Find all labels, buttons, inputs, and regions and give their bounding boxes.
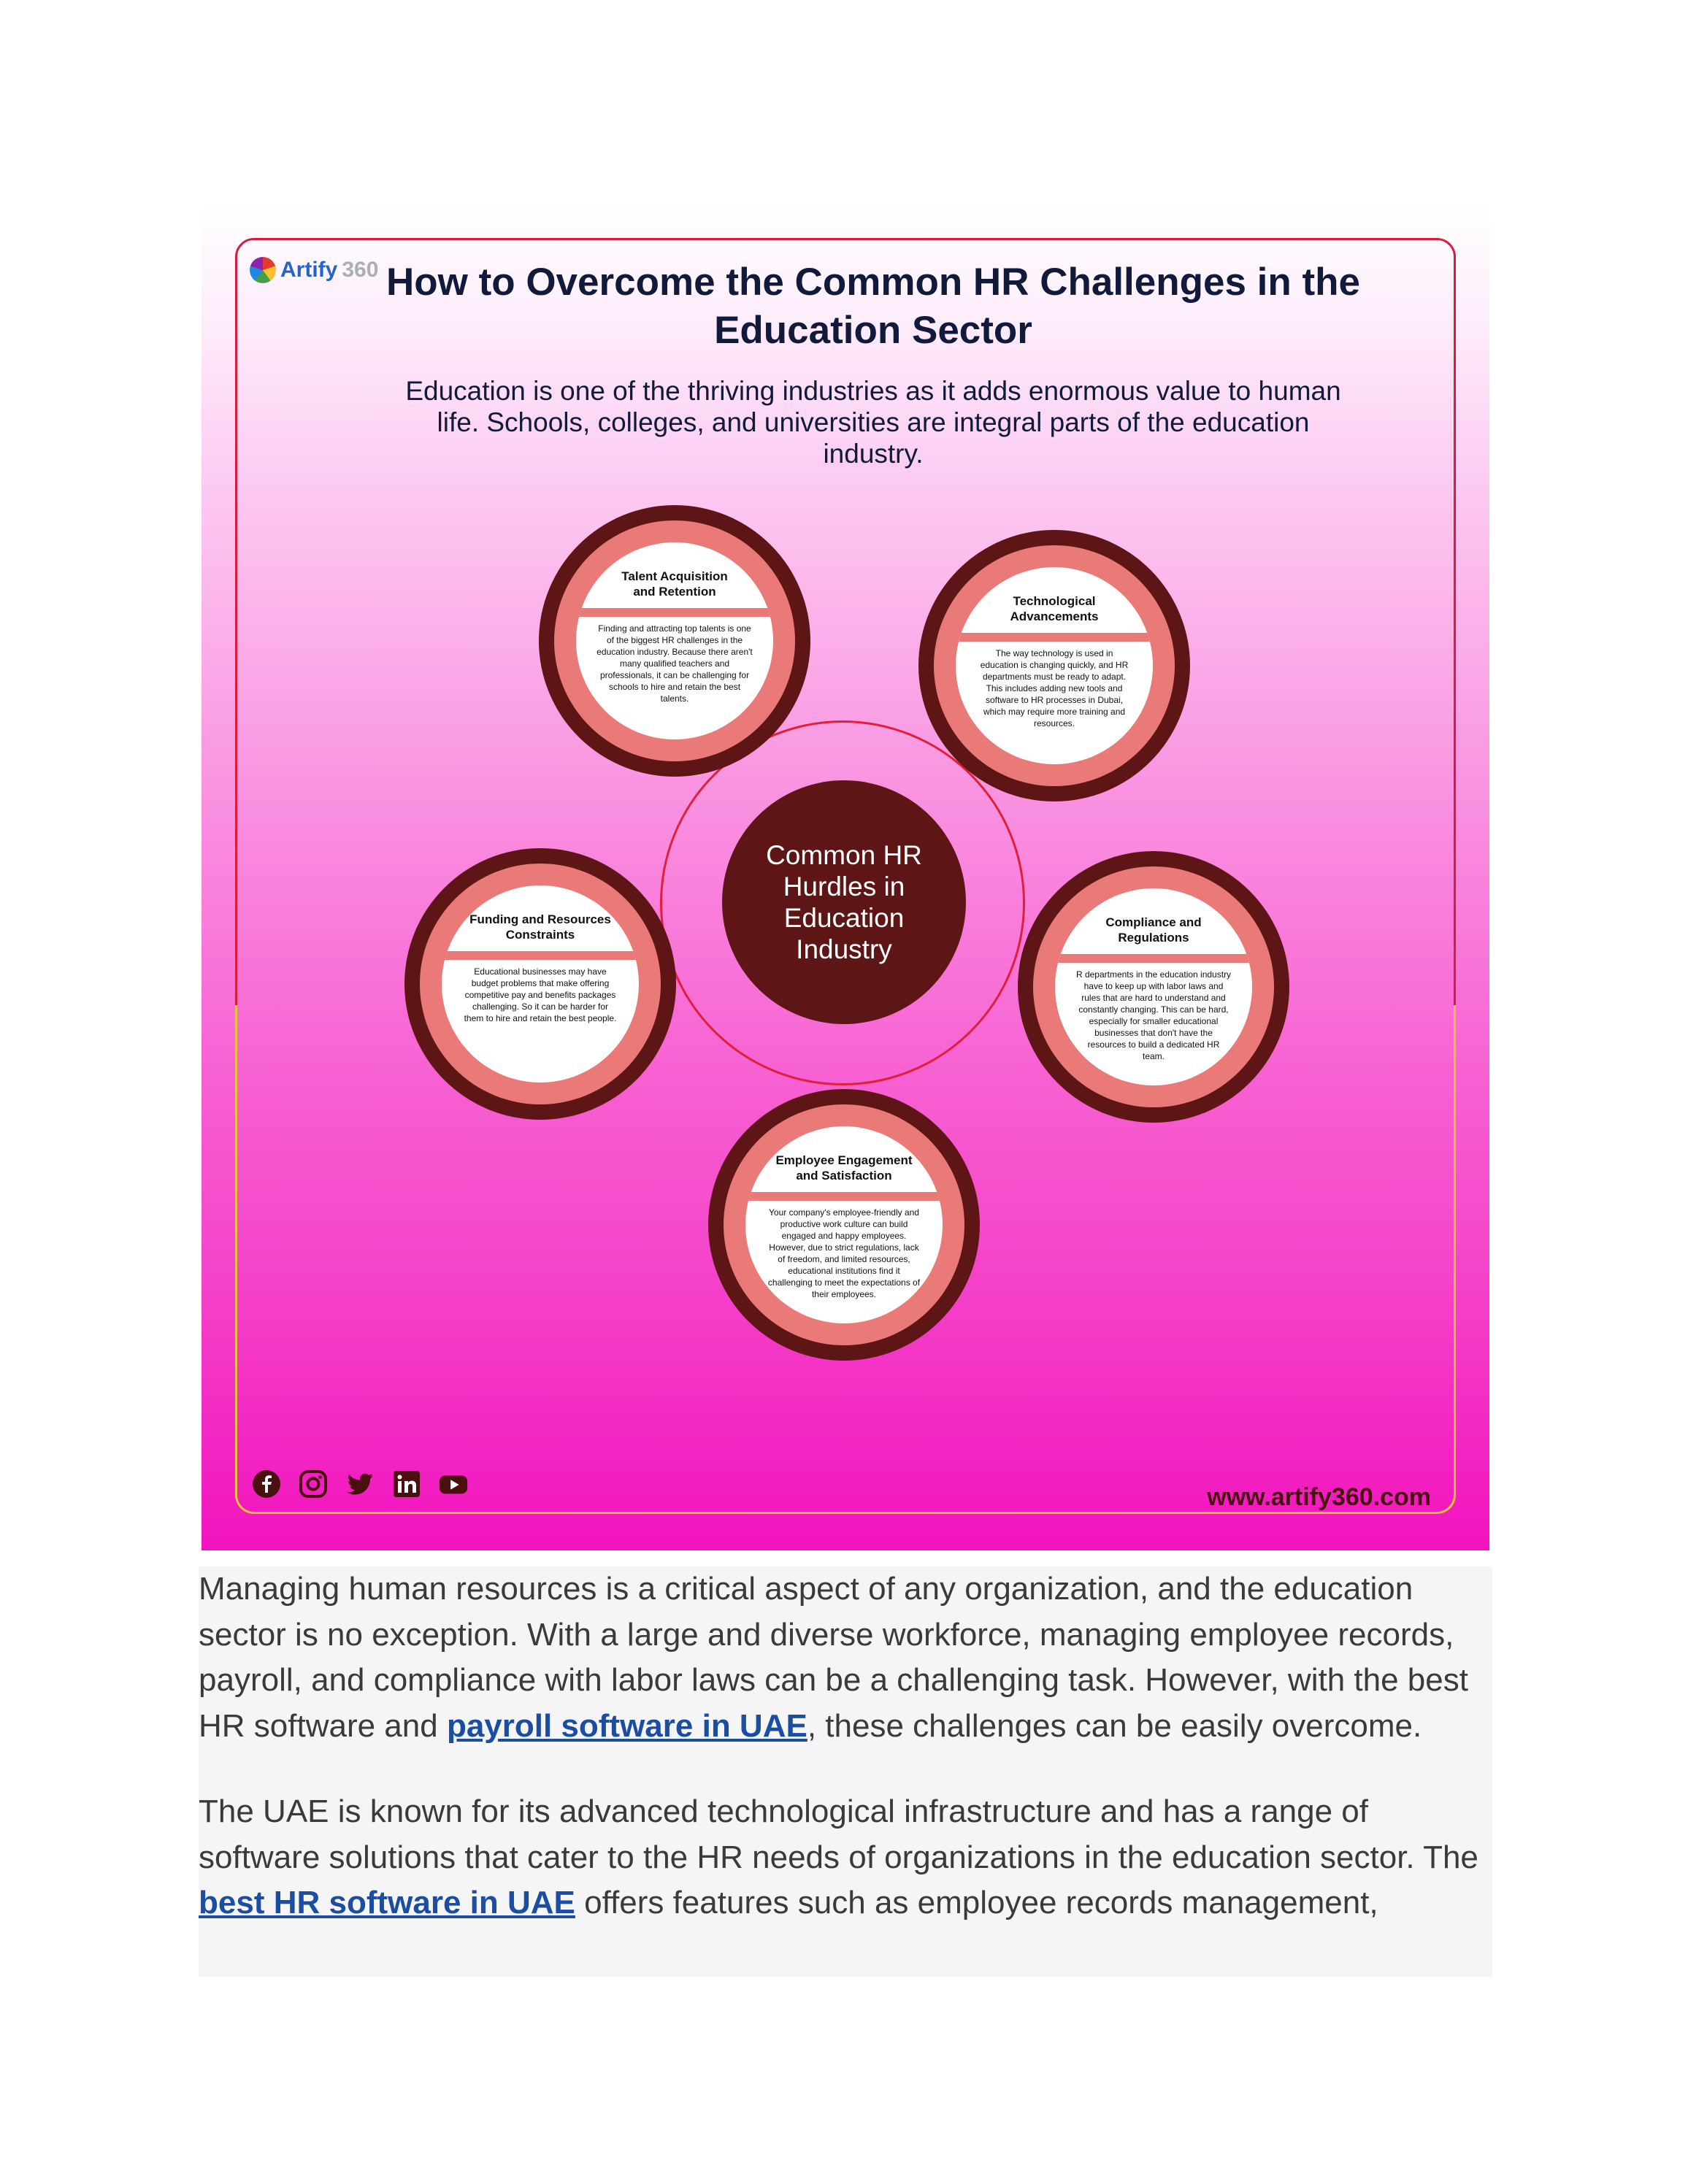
- infographic-intro: Education is one of the thriving industries as it adds enormous value to human life. Schools, colleges, and universities are integral parts of the education industry.: [405, 376, 1341, 469]
- youtube-icon[interactable]: [438, 1469, 469, 1499]
- hub-label: Common HR Hurdles in Education Industry: [766, 840, 922, 964]
- linkedin-icon[interactable]: [391, 1469, 422, 1499]
- infographic: [202, 206, 1489, 1550]
- article-body: [199, 1566, 1492, 1977]
- website-url[interactable]: www.artify360.com: [1207, 1483, 1431, 1511]
- paragraph-1: [199, 1566, 1492, 1749]
- bubble-talent-acquisition: [539, 505, 810, 777]
- twitter-icon[interactable]: [345, 1469, 375, 1499]
- infographic-title: How to Overcome the Common HR Challenges in the Education Sector: [385, 261, 1360, 352]
- payroll-software-link[interactable]: payroll software in UAE: [446, 1707, 807, 1744]
- artify360-logo: [250, 257, 378, 283]
- logo-number: 360: [342, 258, 379, 282]
- paragraph-text: Managing human resources is a critical aspect of any organization, and the education sector is no exception. With a large and diverse workforce, managing employee records, payroll, and compliance with labor laws can be a challenging task. However, with the best HR software and: [199, 1571, 1468, 1744]
- bubble-title: Employee Engagement and Satisfaction: [775, 1153, 913, 1183]
- paragraph-2: [199, 1789, 1492, 1926]
- bubble-employee-engagement: [708, 1089, 980, 1361]
- paragraph-text: offers features such as employee records management,: [575, 1885, 1378, 1920]
- bubble-technological-advancements: [918, 530, 1190, 801]
- facebook-icon[interactable]: [251, 1469, 282, 1499]
- center-hub: [722, 780, 966, 1024]
- bubble-title: Compliance and Regulations: [1105, 915, 1202, 945]
- bubble-text: Your company's employee-friendly and productive work culture can build engaged and happy employees. However, due to strict regulations, lack of freedom, and limited resources, educational institutions find it challenging to meet the expectations of their employees.: [767, 1207, 921, 1299]
- bubble-text: The way technology is used in education is changing quickly, and HR departments must be ready to adapt. This includes adding new tools and software to HR processes in Dubai, which may require more training and resources.: [980, 648, 1129, 728]
- artify-logo-icon: [250, 257, 276, 283]
- best-hr-software-link[interactable]: best HR software in UAE: [199, 1885, 575, 1920]
- bubble-compliance-regulations: [1018, 851, 1289, 1123]
- social-icons: [251, 1469, 469, 1499]
- bubble-text: Finding and attracting top talents is one of the biggest HR challenges in the education industry. Because there aren't many qualified teachers and professionals, it can be challenging for schools to hire and retain the best talents.: [596, 623, 753, 704]
- logo-text: Artify: [280, 258, 338, 282]
- bubble-title: Technological Advancements: [1010, 594, 1099, 623]
- bubble-text: Educational businesses may have budget problems that make offering competitive pay and benefits packages challenging. So it can be harder for them to hire and retain the best people.: [464, 966, 617, 1023]
- bubble-text: R departments in the education industry have to keep up with labor laws and rules that are hard to understand and constantly changing. This can be hard, especially for smaller educational businesses that don't have the resources to build a dedicated HR team.: [1075, 969, 1232, 1061]
- paragraph-text: The UAE is known for its advanced technological infrastructure and has a range of software solutions that cater to the HR needs of organizations in the education sector. The: [199, 1793, 1478, 1875]
- bubble-title: Funding and Resources Constraints: [469, 912, 611, 942]
- bubble-title: Talent Acquisition and Retention: [621, 569, 728, 599]
- paragraph-text: , these challenges can be easily overcome.: [807, 1707, 1422, 1744]
- bubble-funding-resources: [404, 848, 676, 1120]
- instagram-icon[interactable]: [298, 1469, 329, 1499]
